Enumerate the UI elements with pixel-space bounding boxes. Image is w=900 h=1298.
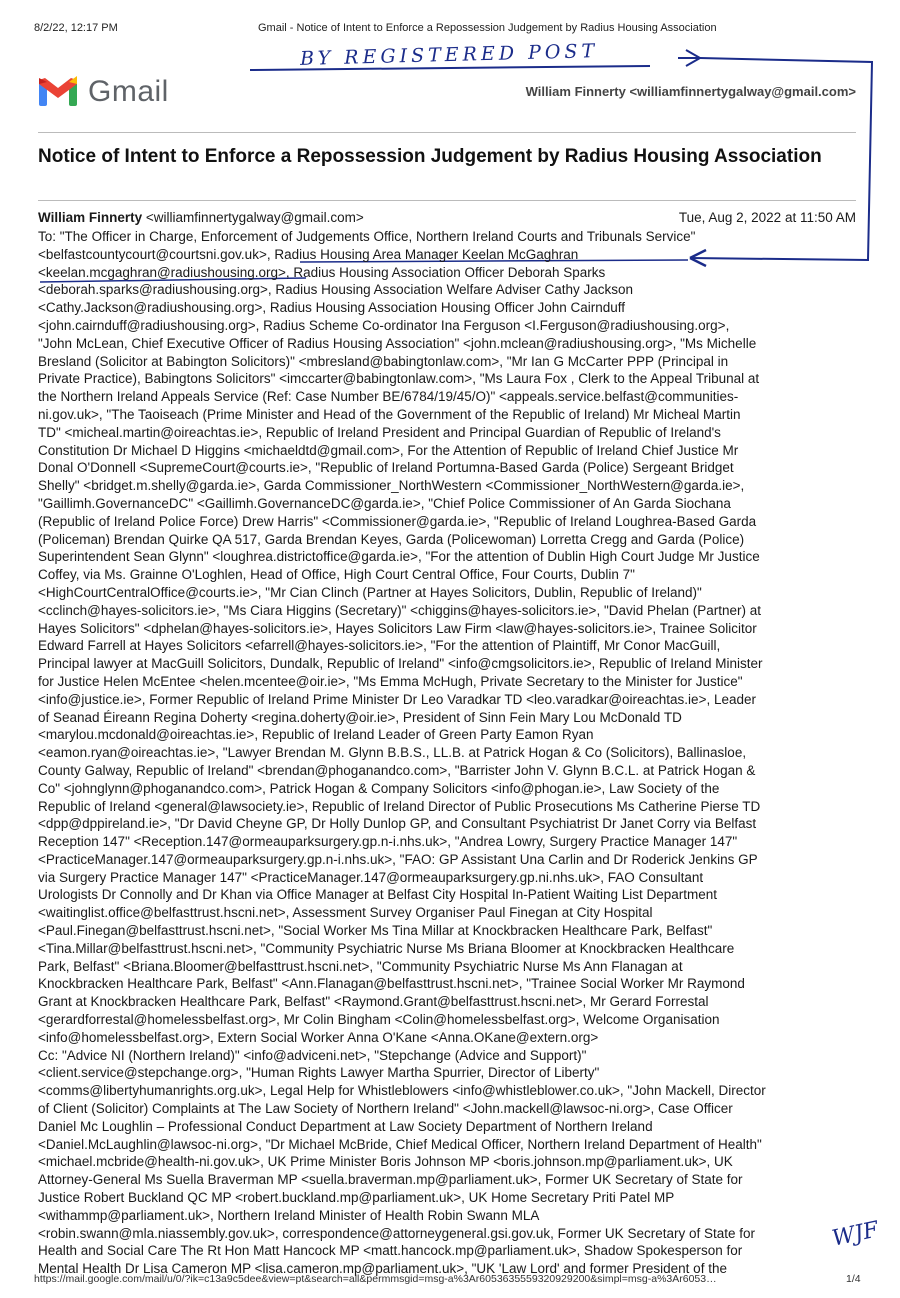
gmail-wordmark: Gmail: [88, 75, 169, 108]
handwritten-note: BY REGISTERED POST: [299, 40, 599, 70]
email-date: Tue, Aug 2, 2022 at 11:50 AM: [678, 210, 856, 225]
divider: [38, 200, 856, 201]
signature-initials: WJF: [829, 1217, 881, 1252]
page-number: 1/4: [846, 1273, 861, 1285]
print-title: Gmail - Notice of Intent to Enforce a Repossession Judgement by Radius Housing Association: [258, 22, 717, 34]
gmail-m-icon: [38, 76, 78, 108]
print-datetime: 8/2/22, 12:17 PM: [34, 22, 118, 34]
sender-name: William Finnerty: [38, 210, 143, 225]
email-subject: Notice of Intent to Enforce a Repossession Judgement by Radius Housing Association: [38, 146, 822, 167]
sender-email[interactable]: <williamfinnertygalway@gmail.com>: [145, 210, 364, 225]
account-email: William Finnerty <williamfinnertygalway@gmail.com>: [525, 84, 856, 99]
footer-url: https://mail.google.com/mail/u/0/?ik=c13a9c5dee&view=pt&search=all&permmsgid=msg-a%3Ar6053635559320929200&simpl=msg-a%3Ar6053…: [34, 1273, 717, 1285]
gmail-logo: [38, 72, 169, 112]
divider: [38, 132, 856, 133]
recipients-block: To: "The Officer in Charge, Enforcement of Judgements Office, Northern Ireland Courts and Tribunals Service" <belfastcountycourt@courtsni.gov.uk>, Radius Housing Area Manager Keelan McGaghran <keelan.mcgaghran@radiushousing.org>, Radius Housing Association Officer Deborah Sparks <deborah.sparks@radiushousing.org>, Radius Housing Association Welfare Adviser Cathy Jackson <Cathy.Jackson@radiushousing.org>, Radius Housing Association Housing Officer John Cairnduff <john.cairnduff@radiushousing.org>, Radius Scheme Co-ordinator Ina Ferguson <I.Ferguson@radiushousing.org>, "John McLean, Chief Executive Officer of Radius Housing Association" <john.mclean@radiushousing.org>, "Ms Michelle Bresland (Solicitor at Babington Solicitors)" <mbresland@babingtonlaw.com>, "Mr Ian G McCarter PPP (Principal in Private Practice), Babingtons Solicitors" <imccarter@babingtonlaw.com>, "Ms Laura Fox , Clerk to the Appeal Tribunal at the Northern Ireland Appeals Service (Ref: Case Number BE/6784/19/45/O)" <appeals.service.belfast@communities- ni.gov.uk>, "The Taoiseach (Prime Minister and Head of the Government of the Republic of Ireland) Mr Micheal Martin TD" <micheal.martin@oireachtas.ie>, Republic of Ireland President and Principal Guardian of Republic of Ireland's Constitution Dr Michael D Higgins <michaeldtd@gmail.com>, For the Attention of Republic of Ireland Chief Justice Mr Donal O'Donnell <SupremeCourt@courts.ie>, "Republic of Ireland Portumna-Based Garda (Police) Sergeant Bridget Shelly" <bridget.m.shelly@garda.ie>, Garda Commissioner_NorthWestern <Commissioner_NorthWestern@garda.ie>, "Gaillimh.GovernanceDC" <Gaillimh.GovernanceDC@garda.ie>, "Chief Police Commissioner of An Garda Siochana (Republic of Ireland Police Force) Drew Harris" <Commissioner@garda.ie>, "Republic of Ireland Loughrea-Based Garda (Policeman) Brendan Quirke QA 517, Garda Brendan Keyes, Garda (Policewoman) Lorretta Cregg and Garda (Police) Superintendent Sean Glynn" <loughrea.districtoffice@garda.ie>, "For the attention of Dublin High Court Judge Mr Justice Coffey, via Ms. Grainne O'Loghlen, Head of Office, High Court Central Office, Four Courts, Dublin 7" <HighCourtCentralOffice@courts.ie>, "Mr Cian Clinch (Partner at Hayes Solicitors, Dublin, Republic of Ireland)" <cclinch@hayes-solicitors.ie>, "Ms Ciara Higgins (Secretary)" <chiggins@hayes-solicitors.ie>, "David Phelan (Partner) at Hayes Solicitors" <dphelan@hayes-solicitors.ie>, Hayes Solicitors Law Firm <law@hayes-solicitors.ie>, Trainee Solicitor Edward Farrell at Hayes Solicitors <efarrell@hayes-solicitors.ie>, "For the attention of Plaintiff, Mr Conor MacGuill, Principal lawyer at MacGuill Solicitors, Dundalk, Republic of Ireland" <info@cmgsolicitors.ie>, Republic of Ireland Minister for Justice Helen McEntee <helen.mcentee@oir.ie>, "Ms Emma McHugh, Private Secretary to the Minister for Justice" <info@justice.ie>, Former Republic of Ireland Prime Minister Dr Leo Varadkar TD <leo.varadkar@oireachtas.ie>, Leader of Seanad Éireann Regina Doherty <regina.doherty@oir.ie>, President of Sinn Fein Mary Lou McDonald TD <marylou.mcdonald@oireachtas.ie>, Republic of Ireland Leader of Green Party Eamon Ryan <eamon.ryan@oireachtas.ie>, "Lawyer Brendan M. Glynn B.B.S., LL.B. at Patrick Hogan & Co (Solicitors), Ballinasloe, County Galway, Republic of Ireland" <brendan@phoganandco.com>, "Barrister John V. Glynn B.C.L. at Patrick Hogan & Co" <johnglynn@phoganandco.com>, Patrick Hogan & Company Solicitors <info@phogan.ie>, Law Society of the Republic of Ireland <general@lawsociety.ie>, Republic of Ireland Director of Public Prosecutions Ms Catherine Pierse TD <dpp@dppireland.ie>, "Dr David Cheyne GP, Dr Holly Dunlop GP, and Consultant Psychiatrist Dr Janet Corry via Belfast Reception 147" <Reception.147@ormeauparksurgery.gp.n-i.nhs.uk>, "Andrea Lowry, Surgery Practice Manager 147" <PracticeManager.147@ormeauparksurgery.gp.n-i.nhs.uk>, "FAO: GP Assistant Una Carlin and Dr Roderick Jenkins GP via Surgery Practice Manager 147" <PracticeManager.147@ormeauparksurgery.gp.ni.nhs.uk>, FAO Consultant Urologists Dr Connolly and Dr Khan via Office Manager at Belfast City Hospital In-Patient Waiting List Department <waitinglist.office@belfasttrust.hscni.net>, Assessment Survey Organiser Paul Finegan at City Hospital <Paul.Finegan@belfasttrust.hscni.net>, "Social Worker Ms Tina Millar at Knockbracken Healthcare Park, Belfast" <Tina.Millar@belfasttrust.hscni.net>, "Community Psychiatric Nurse Ms Briana Bloomer at Knockbracken Healthcare Park, Belfast" <Briana.Bloomer@belfasttrust.hscni.net>, "Community Psychiatric Nurse Ms Ann Flanagan at Knockbracken Healthcare Park, Belfast" <Ann.Flanagan@belfasttrust.hscni.net>, "Trainee Social Worker Mr Raymond Grant at Knockbracken Healthcare Park, Belfast" <Raymond.Grant@belfasttrust.hscni.net>, Mr Gerard Forrestal <gerardforrestal@homelessbelfast.org>, Mr Colin Bingham <Colin@homelessbelfast.org>, Welcome Organisation <info@homelessbelfast.org>, Extern Social Worker Anna O'Kane <Anna.OKane@extern.org> Cc: "Advice NI (Northern Ireland)" <info@adviceni.net>, "Stepchange (Advice and Support)" <client.service@stepchange.org>, "Human Rights Lawyer Martha Spurrier, Director of Liberty" <comms@libertyhumanrights.org.uk>, Legal Help for Whistleblowers <info@whistleblower.co.uk>, "John Mackell, Director of Client (Solicitor) Complaints at The Law Society of Northern Ireland" <John.mackell@lawsoc-ni.org>, Case Officer Daniel Mc Loughlin – Professional Conduct Department at Law Society Department of Northern Ireland <Daniel.McLaughlin@lawsoc-ni.org>, "Dr Michael McBride, Chief Medical Officer, Northern Ireland Department of Health" <michael.mcbride@health-ni.gov.uk>, UK Prime Minister Boris Johnson MP <boris.johnson.mp@parliament.uk>, UK Attorney-General Ms Suella Braverman MP <suella.braverman.mp@parliament.uk>, Former UK Secretary of State for Justice Robert Buckland QC MP <robert.buckland.mp@parliament.uk>, UK Home Secretary Priti Patel MP <withammp@parliament.uk>, Northern Ireland Minister of Health Robin Swann MLA <robin.swann@mla.niassembly.gov.uk>, correspondence@attorneygeneral.gsi.gov.uk, Former UK Secretary of State for Health and Social Care The Rt Hon Matt Hancock MP <matt.hancock.mp@parliament.uk>, Shadow Spokesperson for Mental Health Dr Lisa Cameron MP <lisa.cameron.mp@parliament.uk>, "UK 'Law Lord' and former President of the: [38, 229, 766, 1277]
